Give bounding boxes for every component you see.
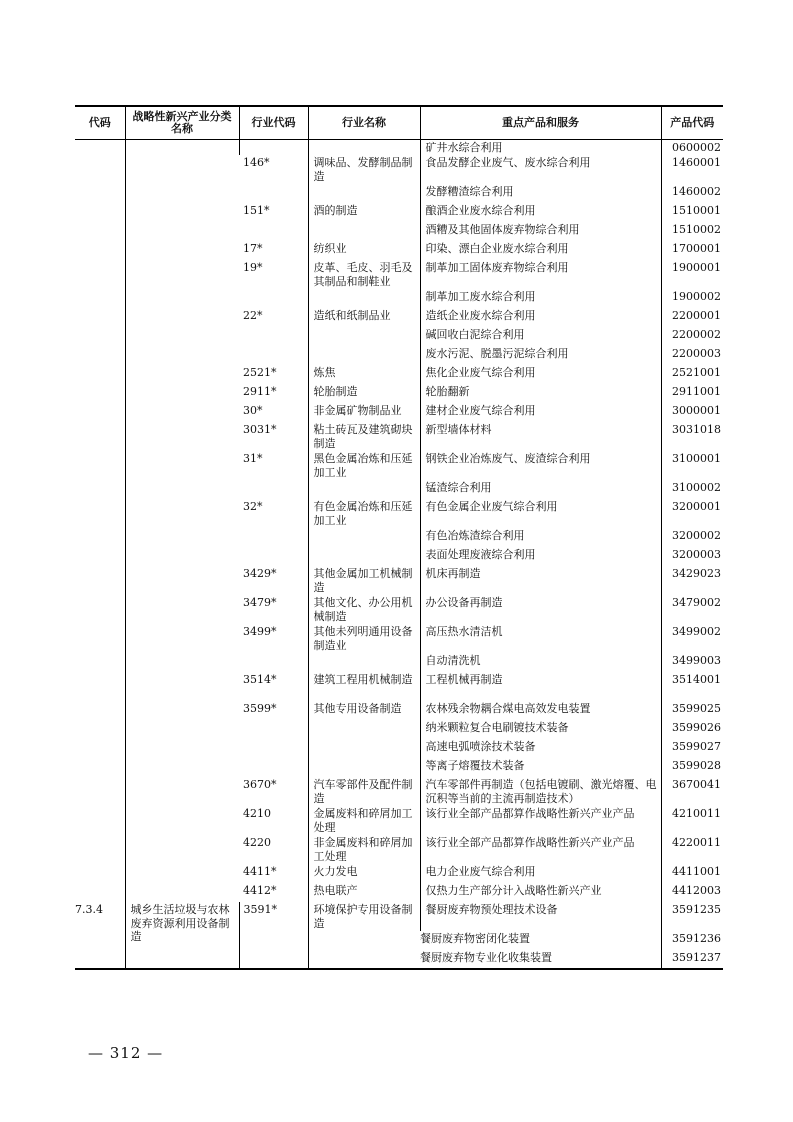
- industry-code-cell: 2521*: [243, 366, 277, 379]
- table-row: [75, 139, 723, 155]
- product-name-cell: 印染、漂白企业废水综合利用: [420, 241, 661, 260]
- industry-code-cell: [239, 528, 308, 547]
- industry-name-cell: 其他专用设备制造: [308, 701, 420, 720]
- product-name-cell: 锰渣综合利用: [420, 480, 661, 499]
- product-name-cell: 发酵糟渣综合利用: [420, 184, 661, 203]
- industry-code-cell: 22*: [243, 309, 263, 322]
- industry-code-cell: 3514*: [243, 673, 277, 686]
- industry-code-cell: [239, 139, 308, 155]
- header-category: 战略性新兴产业分类名称: [125, 106, 239, 139]
- industry-name-cell: [308, 547, 420, 566]
- header-industry-name: 行业名称: [308, 106, 420, 139]
- industry-name-cell: 轮胎制造: [308, 384, 420, 403]
- industry-code-cell: 3670*: [243, 778, 277, 791]
- industry-name-cell: 金属废料和碎屑加工处理: [308, 806, 420, 835]
- product-name-cell: 制革加工废水综合利用: [420, 289, 661, 308]
- product-name-cell: 农林残余物耦合煤电高效发电装置: [420, 701, 661, 720]
- industry-name-cell: [308, 184, 420, 203]
- industry-name-cell: [308, 289, 420, 308]
- section-name-cell: 城乡生活垃圾与农林废弃资源利用设备制造: [125, 902, 239, 969]
- product-name-cell: 汽车零部件再制造（包括电镀刷、激光熔覆、电沉积等当前的主流再制造技术）: [420, 777, 661, 806]
- industry-code-cell: 4220: [243, 836, 271, 849]
- industry-name-cell: 调味品、发酵制品制造: [308, 155, 420, 184]
- product-code-cell: 3479002: [661, 595, 723, 624]
- product-code-cell: 3514001: [661, 672, 723, 701]
- industry-code-cell: [239, 480, 308, 499]
- product-name-cell: 建材企业废气综合利用: [420, 403, 661, 422]
- product-code-cell: 3031018: [661, 422, 723, 451]
- industry-name-cell: [308, 739, 420, 758]
- industry-code-cell: [239, 346, 308, 365]
- product-code-cell: 1510001: [661, 203, 723, 222]
- product-code-cell: 2521001: [661, 365, 723, 384]
- industry-name-cell: 有色金属冶炼和压延加工业: [308, 499, 420, 528]
- product-code-cell: 1900002: [661, 289, 723, 308]
- product-code-cell: 1460002: [661, 184, 723, 203]
- section-industry-code-cell: 3591*: [239, 902, 308, 969]
- product-name-cell: 焦化企业废气综合利用: [420, 365, 661, 384]
- product-name-cell: 餐厨废弃物专业化收集装置: [420, 950, 661, 969]
- product-code-cell: 3591236: [661, 931, 723, 950]
- product-code-cell: 2200002: [661, 327, 723, 346]
- product-code-cell: 3429023: [661, 566, 723, 595]
- industry-name-cell: 建筑工程用机械制造: [308, 672, 420, 701]
- product-code-cell: 3591237: [661, 950, 723, 969]
- industry-name-cell: 皮革、毛皮、羽毛及其制品和制鞋业: [308, 260, 420, 289]
- product-code-cell: 3670041: [661, 777, 723, 806]
- industry-code-cell: 3479*: [243, 596, 277, 609]
- industry-name-cell: 酒的制造: [308, 203, 420, 222]
- product-code-cell: 3100002: [661, 480, 723, 499]
- product-name-cell: 餐厨废弃物预处理技术设备: [420, 902, 661, 931]
- industry-code-cell: 31*: [243, 452, 263, 465]
- section-code-cell: 7.3.4: [75, 902, 125, 969]
- product-code-cell: 4411001: [661, 864, 723, 883]
- industry-code-cell: 4210: [243, 807, 271, 820]
- section-industry-name-cell: 环境保护专用设备制造: [308, 902, 420, 969]
- product-name-cell: 电力企业废气综合利用: [420, 864, 661, 883]
- industry-code-cell: [239, 547, 308, 566]
- product-name-cell: 轮胎翻新: [420, 384, 661, 403]
- product-name-cell: 高压热水清洁机: [420, 624, 661, 653]
- industry-name-cell: 造纸和纸制品业: [308, 308, 420, 327]
- product-name-cell: 纳米颗粒复合电刷镀技术装备: [420, 720, 661, 739]
- product-code-cell: 3499003: [661, 653, 723, 672]
- industry-name-cell: 其他金属加工机械制造: [308, 566, 420, 595]
- product-name-cell: 食品发酵企业废气、废水综合利用: [420, 155, 661, 184]
- table-header-row: [75, 106, 723, 139]
- product-code-cell: 2200003: [661, 346, 723, 365]
- industry-name-cell: 汽车零部件及配件制造: [308, 777, 420, 806]
- product-code-cell: 1460001: [661, 155, 723, 184]
- product-code-cell: 4210011: [661, 806, 723, 835]
- product-code-cell: 3599027: [661, 739, 723, 758]
- product-name-cell: 餐厨废弃物密闭化装置: [420, 932, 530, 945]
- product-code-cell: 3591235: [661, 902, 723, 931]
- category-name-cell: [125, 139, 239, 902]
- product-code-cell: 2200001: [661, 308, 723, 327]
- industry-name-cell: [308, 480, 420, 499]
- product-name-cell: 酒糟及其他固体废弃物综合利用: [420, 222, 661, 241]
- product-name-cell: 办公设备再制造: [420, 595, 661, 624]
- industry-code-cell: [239, 222, 308, 241]
- product-name-cell: 有色冶炼渣综合利用: [420, 528, 661, 547]
- product-code-cell: 3100001: [661, 451, 723, 480]
- product-code-cell: 1900001: [661, 260, 723, 289]
- industry-name-cell: 黑色金属冶炼和压延加工业: [308, 451, 420, 480]
- product-name-cell: 工程机械再制造: [420, 672, 661, 701]
- product-code-cell: 0600002: [661, 139, 723, 155]
- industry-code-cell: [239, 653, 308, 672]
- industry-code-cell: 30*: [243, 404, 263, 417]
- product-name-cell: 等离子熔覆技术装备: [420, 758, 661, 777]
- product-code-cell: 3200003: [661, 547, 723, 566]
- industry-name-cell: [308, 222, 420, 241]
- product-code-cell: 3000001: [661, 403, 723, 422]
- product-code-cell: 1700001: [661, 241, 723, 260]
- industry-name-cell: [308, 528, 420, 547]
- industry-name-cell: 其他未列明通用设备制造业: [308, 624, 420, 653]
- industry-code-cell: 146*: [243, 156, 270, 169]
- header-product-code: 产品代码: [661, 106, 723, 139]
- industry-name-cell: 热电联产: [308, 883, 420, 902]
- product-name-cell: 制革加工固体废弃物综合利用: [420, 260, 661, 289]
- product-name-cell: 该行业全部产品都算作战略性新兴产业产品: [420, 835, 661, 864]
- product-name-cell: 新型墙体材料: [420, 422, 661, 451]
- industry-code-cell: [239, 184, 308, 203]
- product-code-cell: 4412003: [661, 883, 723, 902]
- product-code-cell: 2911001: [661, 384, 723, 403]
- product-name-cell: 废水污泥、脱墨污泥综合利用: [420, 346, 661, 365]
- product-code-cell: 1510002: [661, 222, 723, 241]
- industry-code-cell: 3031*: [243, 423, 277, 436]
- category-code-cell: [75, 139, 125, 902]
- industry-code-cell: [239, 289, 308, 308]
- industry-code-cell: 3499*: [243, 625, 277, 638]
- industry-code-cell: [239, 739, 308, 758]
- product-name-cell: 钢铁企业冶炼废气、废渣综合利用: [420, 451, 661, 480]
- product-code-cell: 3599025: [661, 701, 723, 720]
- industry-code-cell: 32*: [243, 500, 263, 513]
- industry-code-cell: [239, 758, 308, 777]
- industry-name-cell: [308, 139, 420, 155]
- header-industry-code: 行业代码: [239, 106, 308, 139]
- industry-code-cell: [239, 327, 308, 346]
- industry-name-cell: [308, 758, 420, 777]
- header-code: 代码: [75, 106, 125, 139]
- industry-code-cell: 19*: [243, 261, 263, 274]
- industry-code-cell: 3599*: [243, 702, 277, 715]
- industry-name-cell: [308, 327, 420, 346]
- product-name-cell: 碱回收白泥综合利用: [420, 327, 661, 346]
- product-name-cell: 该行业全部产品都算作战略性新兴产业产品: [420, 806, 661, 835]
- industry-name-cell: [308, 720, 420, 739]
- industry-code-cell: 17*: [243, 242, 263, 255]
- product-code-cell: 3200001: [661, 499, 723, 528]
- industry-name-cell: [308, 653, 420, 672]
- product-code-cell: 3599028: [661, 758, 723, 777]
- product-name-cell: 造纸企业废水综合利用: [420, 308, 661, 327]
- industry-code-cell: 4412*: [243, 884, 277, 897]
- industry-code-cell: 151*: [243, 204, 270, 217]
- industry-name-cell: 粘土砖瓦及建筑砌块制造: [308, 422, 420, 451]
- product-name-cell: 仅热力生产部分计入战略性新兴产业: [420, 883, 661, 902]
- industry-code-cell: 2911*: [243, 385, 277, 398]
- product-code-cell: 3200002: [661, 528, 723, 547]
- product-name-cell: 矿井水综合利用: [420, 139, 661, 155]
- header-products: 重点产品和服务: [420, 106, 661, 139]
- product-name-cell: 高速电弧喷涂技术装备: [420, 739, 661, 758]
- industry-name-cell: 非金属废料和碎屑加工处理: [308, 835, 420, 864]
- industry-name-cell: 非金属矿物制品业: [308, 403, 420, 422]
- product-name-cell: 机床再制造: [420, 566, 661, 595]
- product-name-cell: 酿酒企业废水综合利用: [420, 203, 661, 222]
- product-code-cell: 3599026: [661, 720, 723, 739]
- industry-name-cell: 纺织业: [308, 241, 420, 260]
- industry-name-cell: 其他文化、办公用机械制造: [308, 595, 420, 624]
- table-row: [75, 902, 723, 931]
- product-name-cell: 有色金属企业废气综合利用: [420, 499, 661, 528]
- industry-catalog-table: [75, 105, 723, 970]
- product-name-cell: 自动清洗机: [420, 653, 661, 672]
- page-number: — 312 —: [88, 1044, 164, 1062]
- industry-code-cell: 3429*: [243, 567, 277, 580]
- product-code-cell: 4220011: [661, 835, 723, 864]
- product-code-cell: 3499002: [661, 624, 723, 653]
- industry-code-cell: [239, 720, 308, 739]
- table-body: [75, 139, 723, 969]
- product-name-cell: 表面处理废液综合利用: [420, 547, 661, 566]
- industry-code-cell: 4411*: [243, 865, 277, 878]
- industry-name-cell: 火力发电: [308, 864, 420, 883]
- industry-name-cell: 炼焦: [308, 365, 420, 384]
- industry-name-cell: [308, 346, 420, 365]
